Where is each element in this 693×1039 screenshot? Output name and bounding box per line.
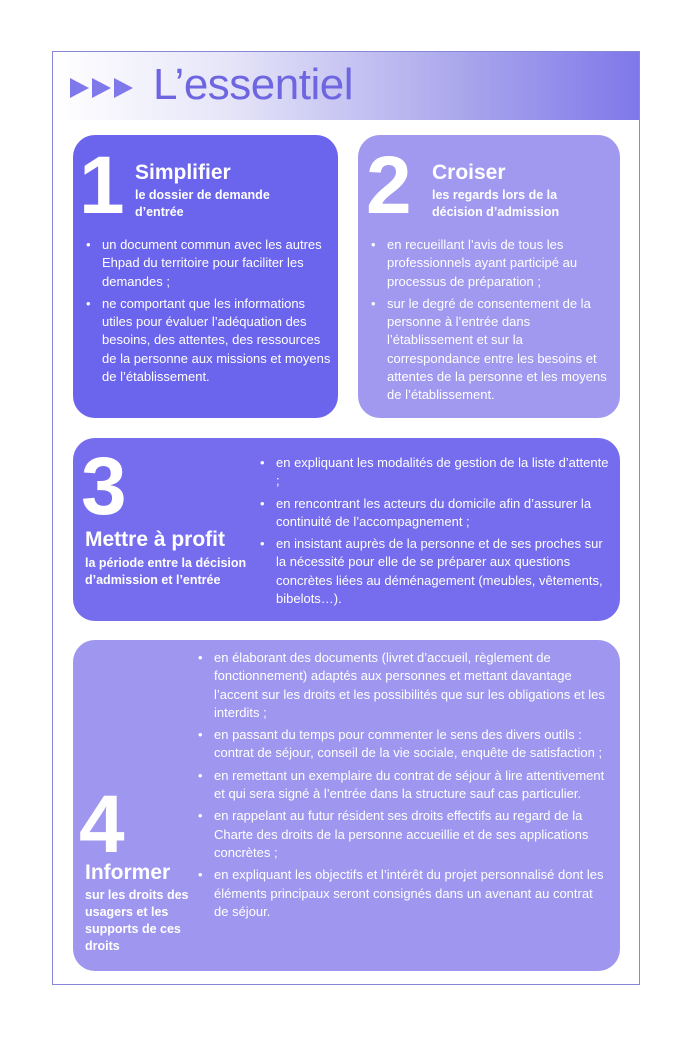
card-simplifier xyxy=(73,135,338,418)
list-item: • en remettant un exemplaire du contrat de séjour à lire attentivement et qui sera signé à l’entrée dans la structure sauf cas particulier. xyxy=(197,767,609,804)
card-subheading: sur les droits des usagers et les supports de ces droits xyxy=(85,888,189,953)
card-heading: Informer xyxy=(85,861,171,884)
card-subheading: les regards lors de la décision d’admission xyxy=(432,188,560,219)
card-bullet-list xyxy=(370,236,614,409)
list-item: • ne comportant que les informations utiles pour évaluer l’adéquation des besoins, des attentes, des ressources de la personne aux missions et moyens de l’établissement. xyxy=(85,295,331,386)
list-item: • en élaborant des documents (livret d’accueil, règlement de fonctionnement) adaptés aux personnes et mettant davantage l’accent sur les droits et les possibilités que sur les obligations et les interdits ; xyxy=(197,649,609,722)
list-item: • en expliquant les modalités de gestion de la liste d’attente ; xyxy=(259,454,609,491)
list-item: • en rencontrant les acteurs du domicile afin d’assurer la continuité de l’accompagnement ; xyxy=(259,495,609,532)
list-item: • en passant du temps pour commenter le sens des divers outils : contrat de séjour, conseil de la vie sociale, enquête de satisfaction ; xyxy=(197,726,609,763)
list-item: • en recueillant l’avis de tous les professionnels ayant participé au processus de préparation ; xyxy=(370,236,614,291)
card-bullet-list xyxy=(85,236,331,390)
list-item: • en rappelant au futur résident ses droits effectifs au regard de la Charte des droits de la personne accueillie et de ses applications concrètes ; xyxy=(197,807,609,862)
card-informer xyxy=(73,640,620,971)
card-croiser xyxy=(358,135,620,418)
card-bullet-list xyxy=(197,649,609,925)
triple-arrow-icon xyxy=(70,75,150,101)
list-item: • sur le degré de consentement de la personne à l’entrée dans l’établissement et sur la correspondance entre les besoins et attentes de la personne et les moyens de l’établissement. xyxy=(370,295,614,405)
list-item: • en insistant auprès de la personne et de ses proches sur la nécessité pour elle de se préparer aux questions concrètes liées au déménagement (meubles, vêtements, bibelots…). xyxy=(259,535,609,608)
page-title: L’essentiel xyxy=(153,60,353,109)
card-number: 3 xyxy=(81,441,127,532)
card-subheading: la période entre la décision d’admission et l’entrée xyxy=(85,556,247,587)
card-heading: Croiser xyxy=(432,161,506,184)
card-bullet-list xyxy=(259,454,609,612)
list-item: • un document commun avec les autres Ehpad du territoire pour faciliter les demandes ; xyxy=(85,236,331,291)
card-mettre-a-profit xyxy=(73,438,620,621)
card-number: 1 xyxy=(79,140,125,231)
card-number: 2 xyxy=(366,140,412,231)
list-item: • en expliquant les objectifs et l’intérêt du projet personnalisé dont les éléments principaux seront consignés dans un avenant au contrat de séjour. xyxy=(197,866,609,921)
card-subheading: le dossier de demande d’entrée xyxy=(135,188,270,219)
card-heading: Simplifier xyxy=(135,161,231,184)
card-number: 4 xyxy=(79,779,125,870)
card-heading: Mettre à profit xyxy=(85,528,226,551)
